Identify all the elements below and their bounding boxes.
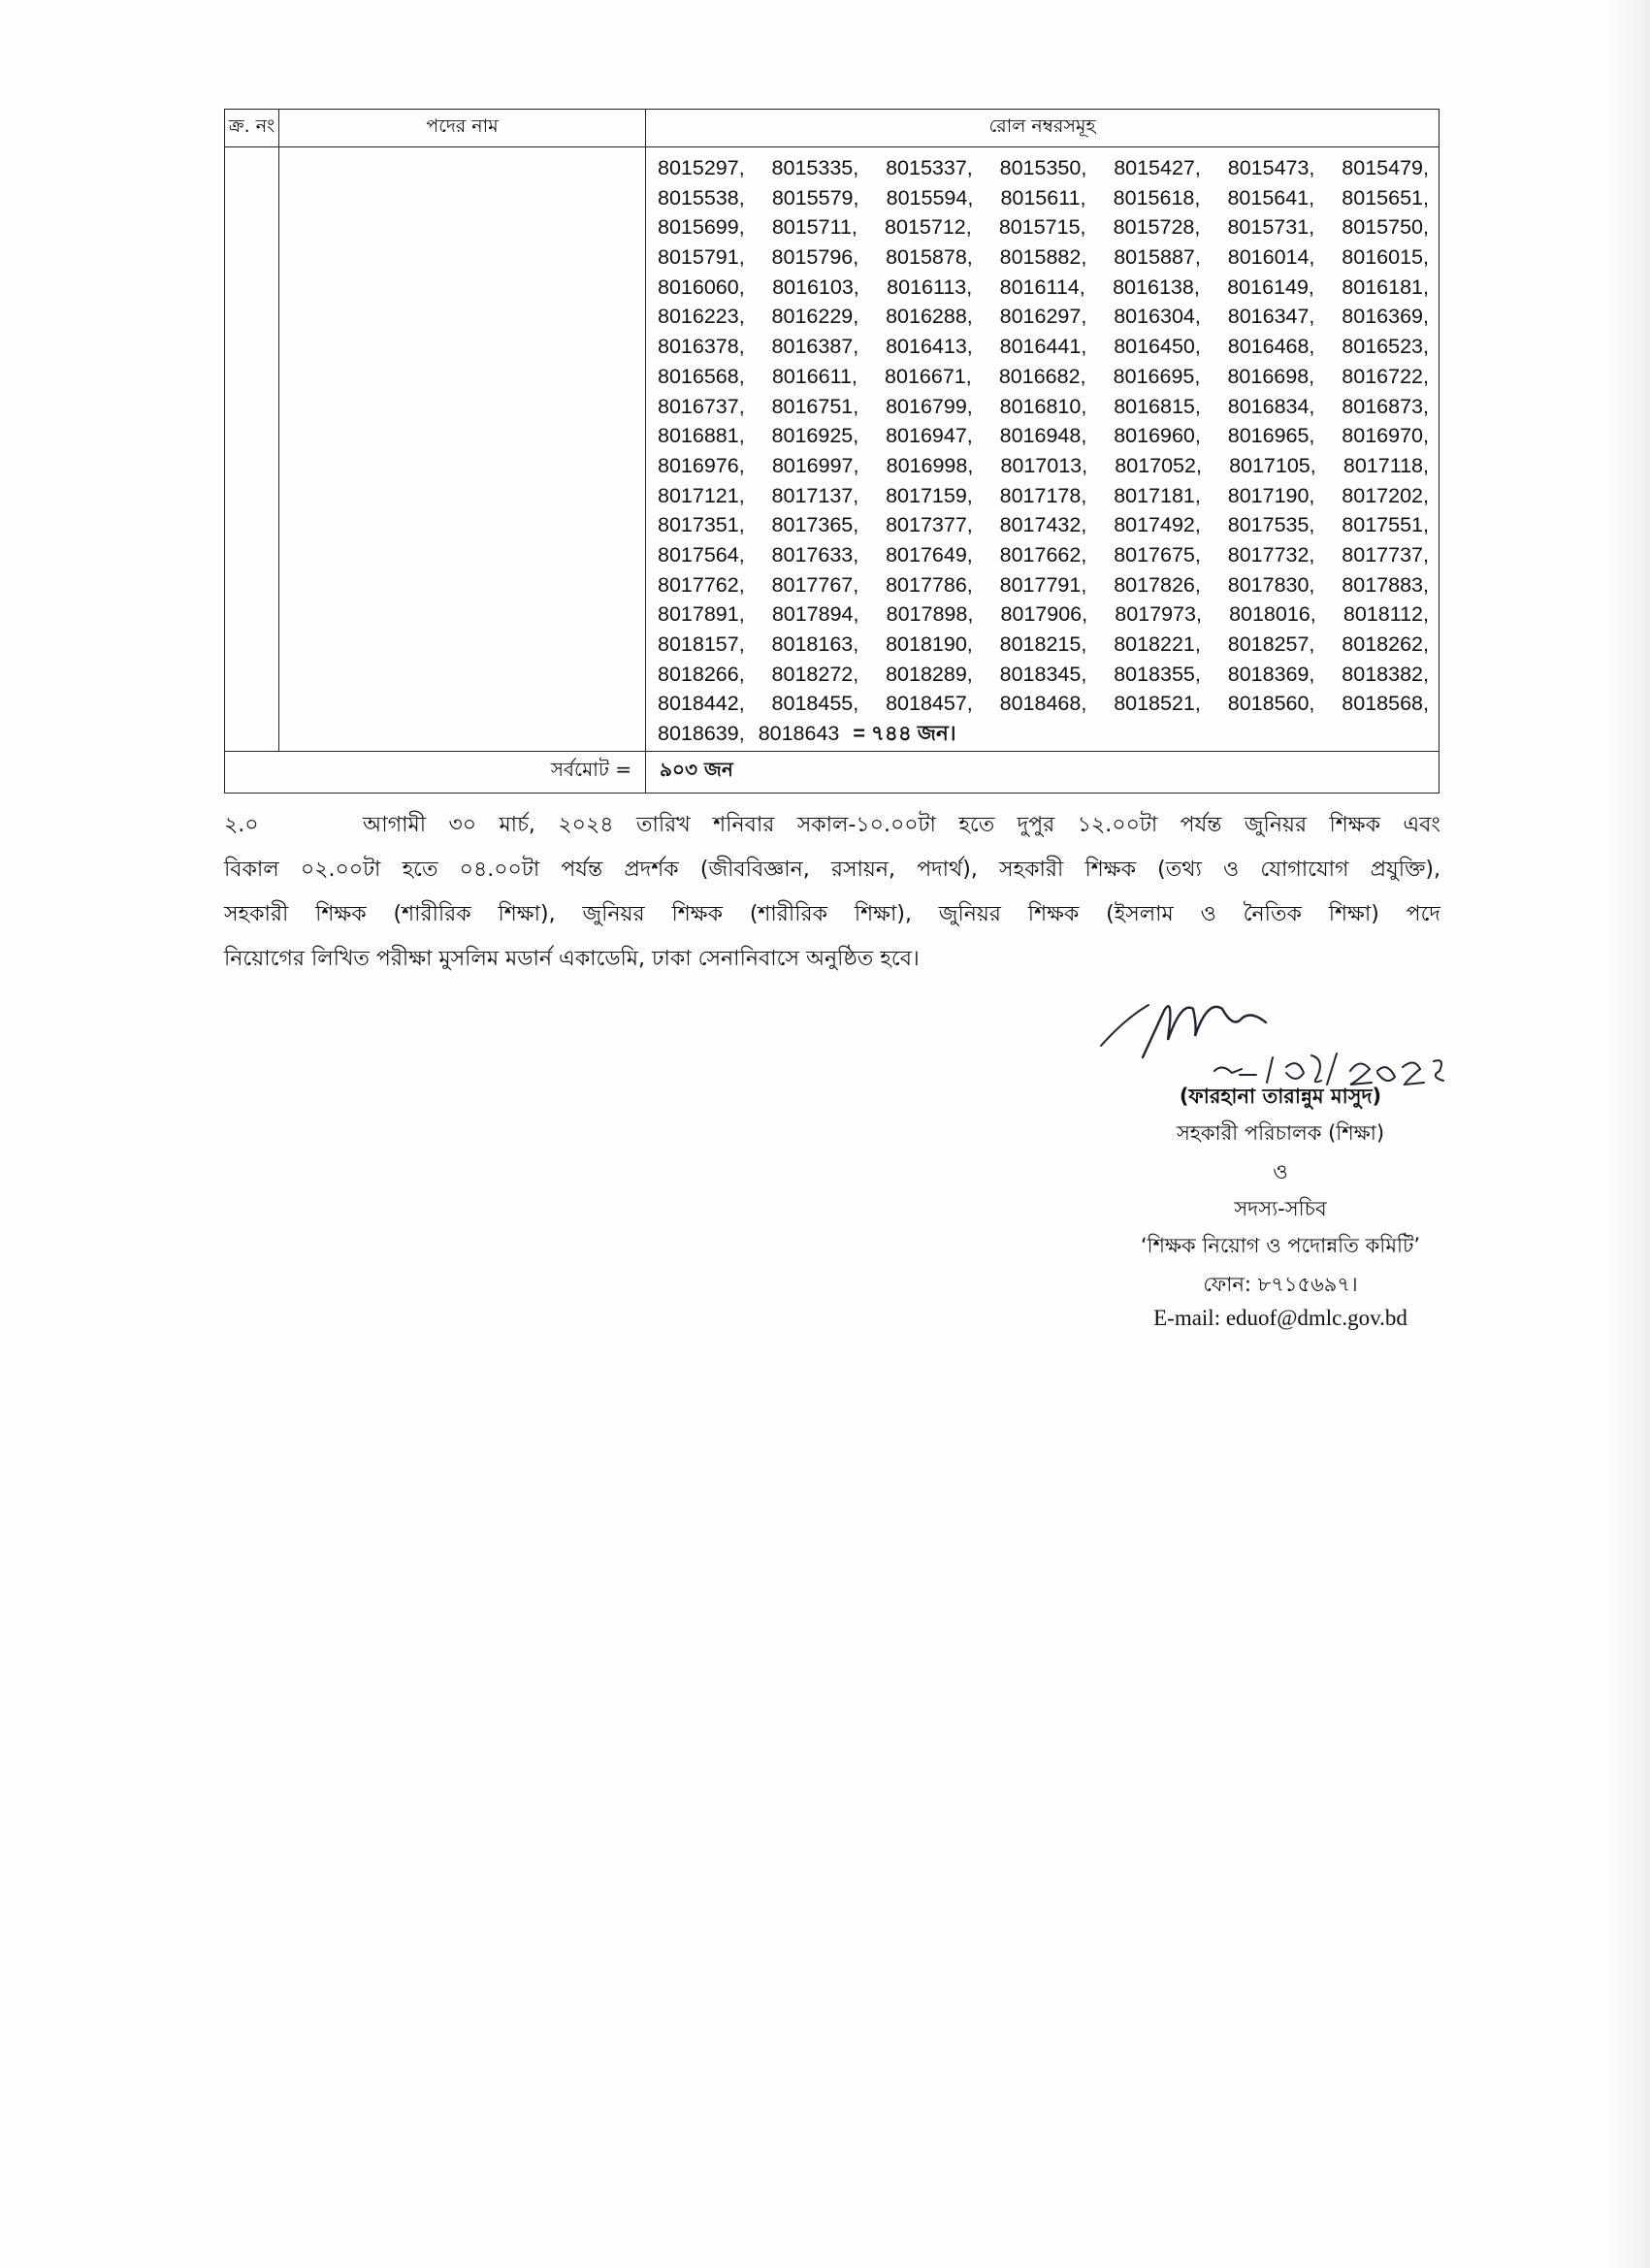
roll-number-line — [658, 510, 1429, 540]
scan-edge-shadow — [1606, 0, 1650, 2268]
roll-number: 8016387, — [771, 335, 859, 359]
paragraph-line-2 — [224, 848, 1440, 892]
roll-number: 8015796, — [771, 245, 859, 270]
paragraph-word: শিক্ষক — [1084, 858, 1136, 882]
paragraph-word: সকাল-১০.০০টা — [796, 813, 936, 837]
paragraph-word: হতে — [958, 813, 995, 837]
roll-number: 8016229, — [771, 305, 859, 329]
paragraph-word: ১২.০০টা — [1077, 813, 1158, 837]
roll-number: 8016378, — [658, 335, 745, 359]
roll-number: 8018560, — [1227, 692, 1315, 716]
roll-number: 8017159, — [886, 483, 973, 507]
paragraph-word: এবং — [1403, 813, 1440, 837]
roll-number: 8018016, — [1229, 602, 1316, 627]
roll-number: 8017786, — [886, 572, 973, 597]
roll-number: 8017551, — [1342, 513, 1429, 537]
roll-number: 8018639, — [658, 722, 745, 746]
roll-number: 8018568, — [1342, 692, 1429, 716]
roll-number: 8016722, — [1342, 364, 1429, 388]
roll-number: 8016103, — [772, 275, 859, 299]
roll-number: 8018190, — [886, 632, 973, 656]
roll-number: 8017675, — [1114, 542, 1201, 567]
roll-number-line — [658, 660, 1429, 690]
roll-number: 8016960, — [1114, 424, 1201, 448]
paragraph-word: বিকাল — [224, 858, 279, 882]
roll-number: 8016948, — [999, 424, 1087, 448]
table-body-row — [225, 147, 1440, 752]
paragraph-line-4 — [224, 937, 1440, 982]
roll-number: 8015297, — [658, 156, 745, 179]
paragraph-word: শিক্ষা), — [498, 902, 556, 926]
handwritten-signature — [1067, 980, 1494, 1086]
roll-number: 8016523, — [1342, 335, 1429, 359]
roll-number: 8017898, — [886, 602, 974, 627]
roll-number: 8017894, — [771, 602, 859, 627]
roll-number: 8017826, — [1114, 572, 1201, 597]
total-label: সর্বমোট = — [225, 751, 646, 793]
roll-number-line — [658, 570, 1429, 600]
paragraph-word: নৈতিক — [1243, 902, 1302, 926]
roll-number: 8018457, — [886, 692, 973, 716]
paragraph-word: (জীববিজ্ঞান, — [699, 858, 810, 882]
paragraph-word: (ইসলাম — [1106, 902, 1174, 926]
paragraph-word: পদে — [1406, 902, 1440, 926]
paragraph-word: মার্চ, — [499, 813, 535, 837]
total-row — [225, 751, 1440, 793]
roll-number-line — [658, 540, 1429, 570]
paragraph-word: প্রদর্শক — [624, 858, 679, 882]
table-header-row — [225, 110, 1440, 147]
conjunction-text: ও — [1273, 1160, 1288, 1183]
paragraph-number: ২.০ — [224, 813, 259, 837]
paragraph-word: পর্যন্ত — [1180, 813, 1222, 837]
roll-number: 8016737, — [658, 394, 745, 418]
roll-number: 8016682, — [998, 364, 1086, 388]
paragraph-word: সহকারী — [224, 902, 289, 926]
roll-number-line-last — [658, 719, 1429, 749]
roll-number: 8017737, — [1342, 542, 1429, 567]
roll-number: 8015594, — [886, 185, 974, 210]
header-serial: ক্র. নং — [225, 110, 279, 147]
roll-number-line — [658, 153, 1429, 183]
roll-number: 8017762, — [658, 572, 745, 597]
paragraph-word: পর্যন্ত — [561, 858, 603, 882]
roll-number: 8015731, — [1227, 215, 1315, 240]
roll-number: 8018157, — [658, 632, 745, 656]
roll-number: 8017365, — [771, 513, 859, 537]
roll-number: 8016297, — [999, 305, 1087, 329]
roll-number: 8016997, — [771, 453, 859, 477]
roll-number: 8015711, — [771, 215, 857, 240]
roll-number: 8015538, — [658, 185, 745, 210]
roll-number: 8017649, — [886, 542, 973, 567]
roll-number: 8018257, — [1227, 632, 1315, 656]
roll-number: 8017732, — [1227, 542, 1315, 567]
roll-number: 8015611, — [1000, 185, 1086, 210]
roll-number: 8015579, — [771, 185, 859, 210]
roll-number: 8018382, — [1342, 662, 1429, 686]
roll-number: 8015699, — [658, 215, 745, 240]
roll-number: 8016113, — [887, 275, 973, 299]
roll-number: 8016441, — [999, 335, 1087, 359]
roll-number: 8017791, — [999, 572, 1087, 597]
roll-number-line — [658, 421, 1429, 451]
roll-number: 8017202, — [1342, 483, 1429, 507]
paragraph-word: শিক্ষক — [1027, 902, 1080, 926]
roll-number: 8016014, — [1227, 245, 1315, 270]
signatory-role: সদস্য-সচিব — [1234, 1197, 1327, 1220]
roll-number: 8016799, — [886, 394, 973, 418]
roll-number: 8016468, — [1227, 335, 1315, 359]
roll-number: 8017883, — [1342, 572, 1429, 597]
paragraph-word: তারিখ — [635, 813, 691, 837]
paragraph-word: (শারীরিক — [393, 902, 471, 926]
roll-number-line — [658, 243, 1429, 273]
roll-number: 8015350, — [999, 156, 1087, 179]
roll-number: 8016810, — [999, 394, 1087, 418]
roll-number-line — [658, 183, 1429, 213]
paragraph-word: সহকারী — [999, 858, 1064, 882]
roll-number: 8017178, — [999, 483, 1087, 507]
roll-number: 8016970, — [1342, 424, 1429, 448]
roll-number: 8016834, — [1227, 394, 1315, 418]
roll-number: 8018643 — [758, 722, 840, 746]
roll-number: 8016998, — [886, 453, 974, 477]
paragraph-word: জুনিয়র — [938, 902, 1001, 926]
paragraph-word: রসায়ন, — [830, 858, 896, 882]
paragraph-text: নিয়োগের লিখিত পরীক্ষা মুসলিম মডার্ন একাডেমি, ঢাকা সেনানিবাসে অনুষ্ঠিত হবে। — [224, 947, 920, 971]
roll-number: 8015791, — [658, 245, 745, 270]
roll-number: 8018369, — [1227, 662, 1315, 686]
roll-number: 8016149, — [1227, 275, 1314, 299]
roll-number: 8016976, — [658, 453, 745, 477]
roll-number: 8016347, — [1227, 305, 1315, 329]
roll-number: 8018455, — [771, 692, 859, 716]
subtotal-count: = ৭৪৪ জন। — [853, 722, 956, 746]
roll-number: 8016450, — [1114, 335, 1201, 359]
roll-number: 8017137, — [771, 483, 859, 507]
roll-number: 8018345, — [999, 662, 1087, 686]
roll-number: 8017767, — [771, 572, 859, 597]
roll-number: 8016181, — [1342, 275, 1429, 299]
roll-number: 8015728, — [1113, 215, 1201, 240]
signatory-name: (ফারহানা তারান্নুম মাসুদ) — [1179, 1085, 1382, 1108]
roll-number: 8017432, — [999, 513, 1087, 537]
roll-number: 8015473, — [1227, 156, 1315, 179]
paragraph-word: শিক্ষা), — [854, 902, 912, 926]
header-post-name: পদের নাম — [279, 110, 646, 147]
roll-number: 8018521, — [1114, 692, 1201, 716]
roll-number-line — [658, 689, 1429, 719]
signatory-designation: সহকারী পরিচালক (শিক্ষা) — [1176, 1121, 1385, 1145]
roll-number-line — [658, 599, 1429, 630]
roll-number: 8016611, — [771, 364, 857, 388]
roll-number-line — [658, 302, 1429, 332]
roll-number: 8018215, — [999, 632, 1087, 656]
roll-number: 8016114, — [999, 275, 1085, 299]
roll-number: 8017830, — [1227, 572, 1315, 597]
paragraph-word: ০৪.০০টা — [459, 858, 540, 882]
roll-number: 8017535, — [1227, 513, 1315, 537]
roll-number: 8017121, — [658, 483, 745, 507]
roll-number: 8016698, — [1227, 364, 1315, 388]
roll-number: 8016015, — [1342, 245, 1429, 270]
roll-number: 8015712, — [885, 215, 972, 240]
roll-number: 8017973, — [1115, 602, 1202, 627]
paragraph-word: ৩০ — [448, 813, 477, 837]
roll-number: 8015427, — [1114, 156, 1201, 179]
roll-number: 8016873, — [1342, 394, 1429, 418]
roll-number: 8016815, — [1114, 394, 1201, 418]
paragraph-line-3 — [224, 892, 1440, 937]
roll-number: 8017351, — [658, 513, 745, 537]
total-value: ৯০৩ জন — [646, 751, 1440, 793]
roll-number: 8016060, — [658, 275, 745, 299]
roll-number: 8016925, — [771, 424, 859, 448]
roll-number: 8017118, — [1343, 453, 1429, 477]
roll-number: 8018272, — [771, 662, 859, 686]
roll-number: 8016568, — [658, 364, 745, 388]
paragraph-word: শিক্ষক — [671, 902, 723, 926]
roll-number: 8015651, — [1342, 185, 1429, 210]
roll-number-line — [658, 212, 1429, 243]
roll-number-line — [658, 362, 1429, 392]
roll-number: 8016751, — [771, 394, 859, 418]
roll-number: 8018112, — [1343, 602, 1429, 627]
paragraph-word: জুনিয়র — [1244, 813, 1308, 837]
roll-number: 8016671, — [885, 364, 972, 388]
serial-cell — [225, 147, 279, 752]
roll-number: 8017052, — [1115, 453, 1202, 477]
roll-number-line — [658, 451, 1429, 481]
roll-number: 8016304, — [1114, 305, 1201, 329]
roll-number: 8015750, — [1342, 215, 1429, 240]
roll-number: 8018163, — [771, 632, 859, 656]
paragraph-word: (শারীরিক — [749, 902, 827, 926]
paragraph-word: আগামী — [363, 813, 427, 837]
roll-number: 8016413, — [886, 335, 973, 359]
paragraph-word: হতে — [402, 858, 438, 882]
paragraph-word: শিক্ষক — [1329, 813, 1380, 837]
signature-block — [1067, 980, 1494, 1348]
paragraph-word: ০২.০০টা — [300, 858, 381, 882]
roll-number: 8016881, — [658, 424, 745, 448]
roll-number: 8015335, — [771, 156, 859, 179]
roll-number: 8017377, — [886, 513, 973, 537]
roll-number: 8015479, — [1342, 156, 1429, 179]
roll-number: 8018262, — [1342, 632, 1429, 656]
roll-number-line — [658, 332, 1429, 362]
paragraph-word: (তথ্য — [1157, 858, 1202, 882]
roll-number: 8018442, — [658, 692, 745, 716]
roll-number: 8017105, — [1229, 453, 1316, 477]
roll-number-list — [658, 153, 1429, 719]
roll-number: 8015337, — [886, 156, 973, 179]
roll-number: 8018355, — [1114, 662, 1201, 686]
paragraph-word: ২০২৪ — [558, 813, 614, 837]
roll-number: 8017013, — [1000, 453, 1088, 477]
roll-number: 8015878, — [886, 245, 973, 270]
roll-number-line — [658, 273, 1429, 303]
paragraph-word: যোগাযোগ — [1260, 858, 1349, 882]
paragraph-word: ও — [1200, 902, 1216, 926]
roll-number-line — [658, 481, 1429, 511]
paragraph-word: শিক্ষা) — [1328, 902, 1379, 926]
roll-number: 8016369, — [1342, 305, 1429, 329]
email-address: E-mail: eduof@dmlc.gov.bd — [1153, 1306, 1407, 1330]
paragraph-word: পদার্থ), — [917, 858, 978, 882]
roll-number: 8015618, — [1113, 185, 1201, 210]
roll-number: 8016288, — [886, 305, 973, 329]
roll-number: 8015882, — [999, 245, 1087, 270]
roll-number: 8016138, — [1113, 275, 1200, 299]
roll-number: 8015641, — [1227, 185, 1315, 210]
roll-numbers-cell — [646, 147, 1440, 752]
roll-number: 8017662, — [999, 542, 1087, 567]
roll-number: 8018221, — [1114, 632, 1201, 656]
roll-number-line — [658, 630, 1429, 660]
paragraph-word: ও — [1223, 858, 1240, 882]
roll-number: 8015715, — [998, 215, 1086, 240]
roll-number: 8018468, — [999, 692, 1087, 716]
paragraph-word: শিক্ষক — [315, 902, 367, 926]
exam-notice-paragraph — [224, 803, 1440, 982]
roll-number: 8017633, — [771, 542, 859, 567]
roll-number: 8017190, — [1227, 483, 1315, 507]
roll-number: 8017891, — [658, 602, 745, 627]
roll-number-line — [658, 392, 1429, 422]
roll-number-table — [224, 109, 1440, 794]
roll-number: 8015887, — [1114, 245, 1201, 270]
paragraph-word: জুনিয়র — [582, 902, 645, 926]
roll-number: 8017906, — [1000, 602, 1088, 627]
post-name-cell — [279, 147, 646, 752]
paragraph-word: প্রযুক্তি), — [1370, 858, 1440, 882]
paragraph-line-1 — [224, 803, 1440, 848]
roll-number: 8017181, — [1114, 483, 1201, 507]
paragraph-word: শনিবার — [713, 813, 775, 837]
roll-number: 8017492, — [1114, 513, 1201, 537]
roll-number: 8016965, — [1227, 424, 1315, 448]
roll-number: 8017564, — [658, 542, 745, 567]
header-roll-numbers: রোল নম্বরসমূহ — [646, 110, 1440, 147]
committee-name: ‘শিক্ষক নিয়োগ ও পদোন্নতি কমিটি’ — [1140, 1234, 1421, 1257]
roll-number: 8016223, — [658, 305, 745, 329]
phone-number: ফোন: ৮৭১৫৬৯৭। — [1203, 1273, 1358, 1296]
roll-number: 8016695, — [1113, 364, 1201, 388]
paragraph-word: দুপুর — [1017, 813, 1055, 837]
roll-number: 8018289, — [886, 662, 973, 686]
roll-number: 8016947, — [886, 424, 973, 448]
roll-number: 8018266, — [658, 662, 745, 686]
